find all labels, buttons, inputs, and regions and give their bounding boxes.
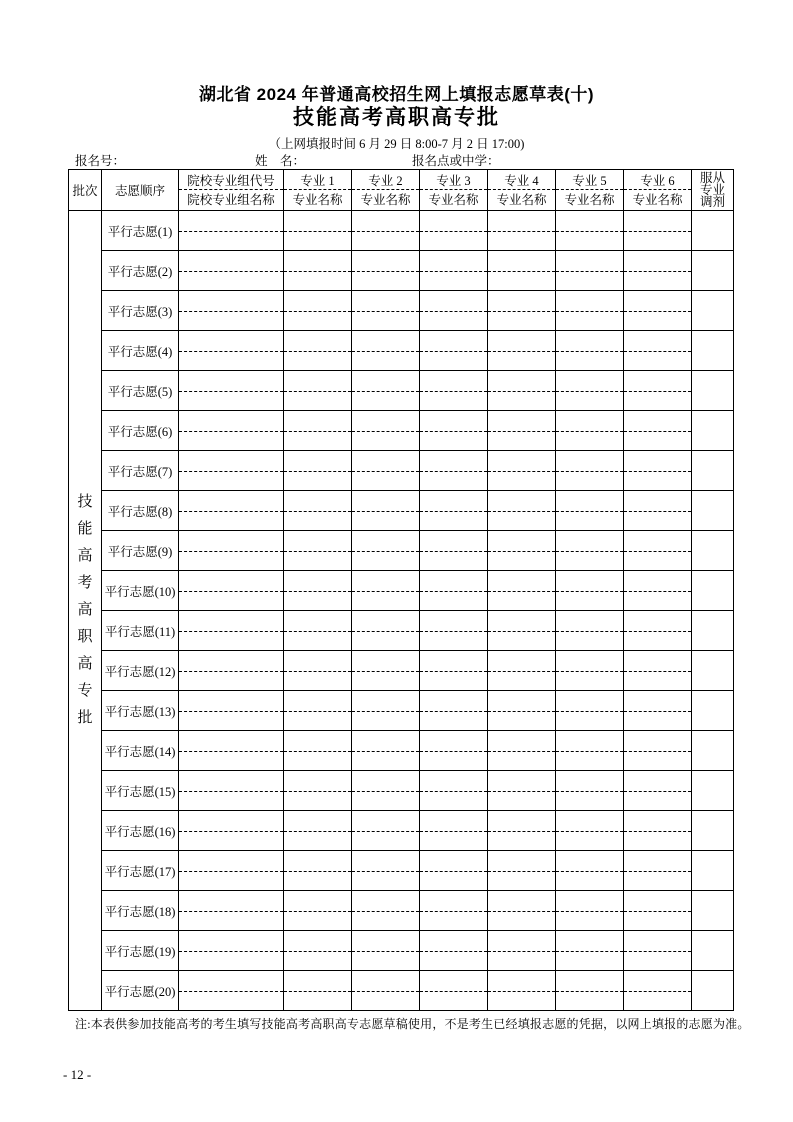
- major-input-cell: [624, 571, 692, 611]
- reg-no-label: 报名号：: [75, 154, 126, 168]
- row-label: 平行志愿(16): [102, 811, 179, 851]
- major-input-cell: [284, 731, 352, 771]
- major-input-cell: [556, 291, 624, 331]
- obey-input-cell: [692, 331, 734, 371]
- major-input-cell: [624, 291, 692, 331]
- row-label: 平行志愿(19): [102, 931, 179, 971]
- obey-input-cell: [692, 371, 734, 411]
- group-input-cell: [179, 371, 284, 411]
- row-label: 平行志愿(2): [102, 251, 179, 291]
- group-input-cell: [179, 731, 284, 771]
- header-row: [69, 170, 734, 211]
- major-input-cell: [352, 491, 420, 531]
- major-input-cell: [284, 851, 352, 891]
- major1-sub-label: 专业名称: [292, 192, 343, 207]
- major-input-cell: [284, 811, 352, 851]
- major-input-cell: [352, 211, 420, 251]
- batch-cell: [69, 211, 102, 1011]
- major4-header-cell: [488, 170, 556, 211]
- group-input-cell: [179, 971, 284, 1011]
- footnote: 注:本表供参加技能高考的考生填写技能高考高职高专志愿草稿使用，不是考生已经填报志愿的凭据，以网上填报的志愿为准。: [75, 1017, 750, 1031]
- row-label: 平行志愿(12): [102, 651, 179, 691]
- school-label: 报名点或中学：: [412, 154, 500, 168]
- major-input-cell: [556, 971, 624, 1011]
- group-input-cell: [179, 531, 284, 571]
- major-input-cell: [352, 251, 420, 291]
- group-input-cell: [179, 251, 284, 291]
- table-row: [69, 691, 734, 731]
- major2-header-cell: [352, 170, 420, 211]
- major-input-cell: [556, 731, 624, 771]
- group-input-cell: [179, 491, 284, 531]
- group-input-cell: [179, 331, 284, 371]
- major-input-cell: [624, 411, 692, 451]
- major-input-cell: [284, 531, 352, 571]
- major-input-cell: [488, 971, 556, 1011]
- major-input-cell: [488, 371, 556, 411]
- major-input-cell: [488, 931, 556, 971]
- obey-input-cell: [692, 931, 734, 971]
- batch-header-cell: 批次: [69, 170, 102, 211]
- table-row: [69, 371, 734, 411]
- table-row: [69, 291, 734, 331]
- major-input-cell: [420, 731, 488, 771]
- table-row: [69, 651, 734, 691]
- major-input-cell: [624, 251, 692, 291]
- major-input-cell: [352, 731, 420, 771]
- major-input-cell: [420, 371, 488, 411]
- major-input-cell: [624, 731, 692, 771]
- major5-sub-label: 专业名称: [564, 192, 615, 207]
- major-input-cell: [352, 851, 420, 891]
- major1-header-cell: [284, 170, 352, 211]
- major-input-cell: [420, 851, 488, 891]
- row-label: 平行志愿(6): [102, 411, 179, 451]
- major-input-cell: [420, 891, 488, 931]
- major-input-cell: [420, 491, 488, 531]
- table-row: [69, 611, 734, 651]
- obey-input-cell: [692, 691, 734, 731]
- table-row: [69, 731, 734, 771]
- table-row: [69, 531, 734, 571]
- major-input-cell: [284, 891, 352, 931]
- major-input-cell: [556, 531, 624, 571]
- row-label: 平行志愿(4): [102, 331, 179, 371]
- major-input-cell: [284, 571, 352, 611]
- major-input-cell: [488, 251, 556, 291]
- group-input-cell: [179, 931, 284, 971]
- major-input-cell: [624, 771, 692, 811]
- table-row: [69, 971, 734, 1011]
- major-input-cell: [556, 891, 624, 931]
- major-input-cell: [488, 811, 556, 851]
- major-input-cell: [556, 451, 624, 491]
- obey-input-cell: [692, 811, 734, 851]
- major-input-cell: [488, 531, 556, 571]
- batch-vertical-label: 技能高考高职高专批: [77, 494, 93, 726]
- group-input-cell: [179, 771, 284, 811]
- major-input-cell: [284, 291, 352, 331]
- major-input-cell: [556, 491, 624, 531]
- major-input-cell: [420, 331, 488, 371]
- major-input-cell: [420, 611, 488, 651]
- major-input-cell: [624, 211, 692, 251]
- major3-header-cell: [420, 170, 488, 211]
- table-row: [69, 771, 734, 811]
- major-input-cell: [420, 931, 488, 971]
- major-input-cell: [352, 531, 420, 571]
- major-input-cell: [488, 331, 556, 371]
- major-input-cell: [284, 411, 352, 451]
- row-label: 平行志愿(18): [102, 891, 179, 931]
- major-input-cell: [352, 571, 420, 611]
- obey-input-cell: [692, 891, 734, 931]
- major-input-cell: [624, 531, 692, 571]
- table-row: [69, 891, 734, 931]
- obey-input-cell: [692, 531, 734, 571]
- major-input-cell: [420, 691, 488, 731]
- group-input-cell: [179, 291, 284, 331]
- major-input-cell: [284, 331, 352, 371]
- major-input-cell: [284, 451, 352, 491]
- major-input-cell: [284, 611, 352, 651]
- major-input-cell: [284, 251, 352, 291]
- obey-input-cell: [692, 491, 734, 531]
- major-input-cell: [420, 531, 488, 571]
- group-input-cell: [179, 451, 284, 491]
- major-input-cell: [284, 691, 352, 731]
- row-label: 平行志愿(15): [102, 771, 179, 811]
- major-input-cell: [624, 611, 692, 651]
- major-input-cell: [352, 811, 420, 851]
- major-input-cell: [556, 251, 624, 291]
- table-row: [69, 411, 734, 451]
- obey-input-cell: [692, 971, 734, 1011]
- table-row: [69, 851, 734, 891]
- name-label: 姓 名：: [255, 154, 306, 168]
- group-name-label: 院校专业组名称: [187, 192, 275, 207]
- major-input-cell: [420, 411, 488, 451]
- group-input-cell: [179, 571, 284, 611]
- major-input-cell: [556, 811, 624, 851]
- major-input-cell: [420, 811, 488, 851]
- major-input-cell: [488, 731, 556, 771]
- major-input-cell: [488, 851, 556, 891]
- major-input-cell: [624, 451, 692, 491]
- row-label: 平行志愿(8): [102, 491, 179, 531]
- major1-no-label: 专业 1: [284, 171, 351, 190]
- major-input-cell: [284, 931, 352, 971]
- group-input-cell: [179, 851, 284, 891]
- page-title: 湖北省 2024 年普通高校招生网上填报志愿草表(十): [198, 85, 595, 104]
- obey-input-cell: [692, 411, 734, 451]
- major-input-cell: [284, 971, 352, 1011]
- major-input-cell: [624, 331, 692, 371]
- obey-input-cell: [692, 451, 734, 491]
- volunteer-form-table: [68, 169, 734, 1011]
- major-input-cell: [624, 811, 692, 851]
- group-header-cell: [179, 170, 284, 211]
- page-number: - 12 -: [63, 1067, 92, 1082]
- major-input-cell: [420, 771, 488, 811]
- major-input-cell: [352, 651, 420, 691]
- row-label: 平行志愿(14): [102, 731, 179, 771]
- group-input-cell: [179, 691, 284, 731]
- major-input-cell: [556, 611, 624, 651]
- major-input-cell: [352, 691, 420, 731]
- table-row: [69, 331, 734, 371]
- obey-input-cell: [692, 211, 734, 251]
- row-label: 平行志愿(3): [102, 291, 179, 331]
- major3-sub-label: 专业名称: [428, 192, 479, 207]
- major4-no-label: 专业 4: [488, 171, 555, 190]
- major-input-cell: [556, 651, 624, 691]
- major-input-cell: [488, 291, 556, 331]
- major5-no-label: 专业 5: [556, 171, 623, 190]
- obey-input-cell: [692, 851, 734, 891]
- obey-input-cell: [692, 611, 734, 651]
- major-input-cell: [488, 571, 556, 611]
- obey-input-cell: [692, 571, 734, 611]
- row-label: 平行志愿(9): [102, 531, 179, 571]
- obey-header-cell: [692, 170, 734, 211]
- major-input-cell: [420, 291, 488, 331]
- major-input-cell: [284, 211, 352, 251]
- major-input-cell: [284, 771, 352, 811]
- major-input-cell: [420, 571, 488, 611]
- table-row: [69, 931, 734, 971]
- major-input-cell: [488, 691, 556, 731]
- table-row: [69, 491, 734, 531]
- major-input-cell: [624, 971, 692, 1011]
- major-input-cell: [352, 371, 420, 411]
- major-input-cell: [352, 771, 420, 811]
- major-input-cell: [352, 611, 420, 651]
- major-input-cell: [352, 451, 420, 491]
- group-input-cell: [179, 411, 284, 451]
- major-input-cell: [284, 371, 352, 411]
- table-row: [69, 211, 734, 251]
- major-input-cell: [488, 411, 556, 451]
- obey-input-cell: [692, 251, 734, 291]
- row-label: 平行志愿(13): [102, 691, 179, 731]
- major-input-cell: [488, 451, 556, 491]
- major-input-cell: [556, 211, 624, 251]
- major-input-cell: [624, 651, 692, 691]
- major-input-cell: [624, 691, 692, 731]
- major-input-cell: [352, 931, 420, 971]
- group-input-cell: [179, 811, 284, 851]
- table-row: [69, 811, 734, 851]
- major-input-cell: [420, 251, 488, 291]
- major-input-cell: [420, 211, 488, 251]
- group-input-cell: [179, 611, 284, 651]
- major-input-cell: [556, 851, 624, 891]
- major2-sub-label: 专业名称: [360, 192, 411, 207]
- order-header-cell: 志愿顺序: [102, 170, 179, 211]
- group-input-cell: [179, 891, 284, 931]
- obey-line: 调剂: [699, 195, 725, 209]
- table-row: [69, 571, 734, 611]
- row-label: 平行志愿(17): [102, 851, 179, 891]
- obey-line: 专业: [699, 183, 725, 197]
- row-label: 平行志愿(1): [102, 211, 179, 251]
- obey-input-cell: [692, 651, 734, 691]
- major-input-cell: [488, 491, 556, 531]
- major-input-cell: [556, 771, 624, 811]
- obey-input-cell: [692, 731, 734, 771]
- major-input-cell: [284, 651, 352, 691]
- major-input-cell: [352, 971, 420, 1011]
- major6-header-cell: [624, 170, 692, 211]
- major4-sub-label: 专业名称: [496, 192, 547, 207]
- table-row: [69, 451, 734, 491]
- group-input-cell: [179, 211, 284, 251]
- major-input-cell: [624, 491, 692, 531]
- major6-no-label: 专业 6: [624, 171, 691, 190]
- major-input-cell: [556, 331, 624, 371]
- row-label: 平行志愿(11): [102, 611, 179, 651]
- group-input-cell: [179, 651, 284, 691]
- major-input-cell: [488, 891, 556, 931]
- group-code-label: 院校专业组代号: [179, 171, 283, 190]
- major-input-cell: [556, 571, 624, 611]
- major-input-cell: [352, 331, 420, 371]
- batch-subtitle: 技能高考高职高专批: [293, 105, 500, 129]
- major-input-cell: [556, 931, 624, 971]
- major-input-cell: [352, 891, 420, 931]
- major-input-cell: [488, 651, 556, 691]
- major2-no-label: 专业 2: [352, 171, 419, 190]
- major-input-cell: [488, 611, 556, 651]
- major-input-cell: [624, 891, 692, 931]
- major-input-cell: [556, 691, 624, 731]
- row-label: 平行志愿(20): [102, 971, 179, 1011]
- major-input-cell: [352, 291, 420, 331]
- major-input-cell: [556, 371, 624, 411]
- major3-no-label: 专业 3: [420, 171, 487, 190]
- obey-input-cell: [692, 291, 734, 331]
- major-input-cell: [420, 971, 488, 1011]
- major-input-cell: [352, 411, 420, 451]
- candidate-info-line: [0, 151, 793, 168]
- row-label: 平行志愿(5): [102, 371, 179, 411]
- major-input-cell: [488, 771, 556, 811]
- row-label: 平行志愿(7): [102, 451, 179, 491]
- major5-header-cell: [556, 170, 624, 211]
- major-input-cell: [624, 931, 692, 971]
- row-label: 平行志愿(10): [102, 571, 179, 611]
- major-input-cell: [624, 851, 692, 891]
- obey-input-cell: [692, 771, 734, 811]
- major-input-cell: [420, 451, 488, 491]
- obey-line: 服从: [699, 171, 725, 185]
- major6-sub-label: 专业名称: [632, 192, 683, 207]
- major-input-cell: [420, 651, 488, 691]
- major-input-cell: [624, 371, 692, 411]
- table-row: [69, 251, 734, 291]
- major-input-cell: [488, 211, 556, 251]
- major-input-cell: [556, 411, 624, 451]
- major-input-cell: [284, 491, 352, 531]
- filing-time-note: （上网填报时间 6 月 29 日 8:00-7 月 2 日 17:00): [268, 137, 525, 151]
